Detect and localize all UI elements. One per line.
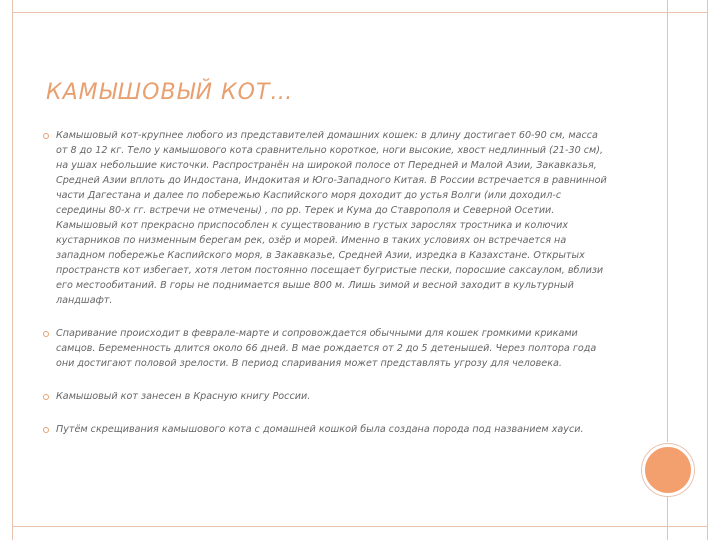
bullet-icon xyxy=(43,331,49,337)
bullet-item xyxy=(42,422,610,437)
bullet-text: Спаривание происходит в феврале-марте и сопровождается обычными для кошек громкими криками самцов. Беременность длится около 66 дней. В мае рождается от 2 до 5 детенышей. Через полтора года они достигают половой зрелости. В период спаривания может представлять угрозу для человека. xyxy=(56,328,597,369)
slide-title: КАМЫШОВЫЙ КОТ… xyxy=(46,80,294,105)
left-frame-line xyxy=(12,0,13,540)
bottom-frame-line xyxy=(12,526,708,527)
bullet-list xyxy=(42,128,610,455)
decor-circle xyxy=(642,444,694,496)
bullet-icon xyxy=(43,133,49,139)
bullet-text: Камышовый кот занесен в Красную книгу России. xyxy=(56,391,311,402)
right-frame-line xyxy=(707,0,708,540)
bullet-item xyxy=(42,389,610,404)
bullet-icon xyxy=(43,427,49,433)
decor-vertical-line-bottom xyxy=(667,494,668,540)
top-frame-line xyxy=(12,12,708,13)
bullet-text: Камышовый кот-крупнее любого из представителей домашних кошек: в длину достигает 60-90 см, масса от 8 до 12 кг. Тело у камышового кота сравнительно короткое, ноги высокие, хвост недлинный (21-30 см), на ушах небольшие кисточки. Распространён на широкой полосе от Передней и Малой Азии, Закавказья, Средней Азии вплоть до Индостана, Индокитая и Юго-Западного Китая. В России встречается в равнинной части Дагестана и далее по побережью Каспийского моря доходит до устья Волги (или доходил-с середины 80-х гг. встречи не отмечены) , по рр. Терек и Кума до Ставрополя и Северной Осетии. Камышовый кот прекрасно приспособлен к существованию в густых зарослях тростника и колючих кустарников по низменным берегам рек, озёр и морей. Именно в таких условиях он встречается на западном побережье Каспийского моря, в Закавказье, Средней Азии, изредка в Казахстане. Открытых пространств кот избегает, хотя летом постоянно посещает бугристые пески, поросшие саксаулом, вблизи его местообитаний. В горы не поднимается выше 800 м. Лишь зимой и весной заходит в культурный ландшафт. xyxy=(56,130,607,306)
bullet-text: Путём скрещивания камышового кота с домашней кошкой была создана порода под названием хауси. xyxy=(56,424,584,435)
bullet-item xyxy=(42,128,610,308)
decor-vertical-line-top xyxy=(667,0,668,442)
bullet-icon xyxy=(43,394,49,400)
bullet-item xyxy=(42,326,610,371)
